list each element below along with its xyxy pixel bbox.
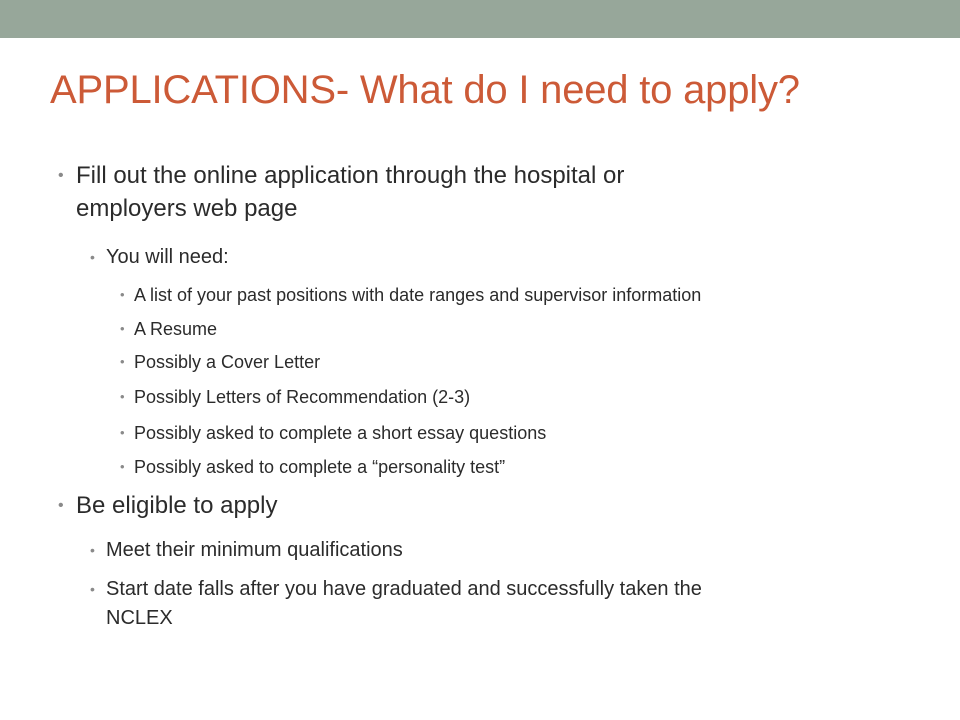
bullet-text: Be eligible to apply: [76, 492, 278, 519]
bullet-dot: •: [90, 542, 95, 558]
bullet-dot: •: [120, 459, 125, 474]
sub-bullet-minimum-qualifications: [90, 537, 403, 563]
bullet-fill-out-application-cont: [76, 193, 297, 225]
sub-bullet-start-date-cont: [106, 605, 173, 631]
list-item: [120, 350, 321, 374]
bullet-dot: •: [120, 354, 125, 369]
sub-bullet-text: You will need:: [106, 246, 229, 268]
bullet-dot: •: [58, 167, 64, 184]
bullet-dot: •: [120, 321, 125, 336]
list-item: [120, 317, 218, 341]
bullet-dot: •: [90, 249, 95, 265]
list-item-text: Possibly a Cover Letter: [134, 352, 321, 372]
list-item-text: Possibly asked to complete a “personality test”: [134, 457, 506, 477]
sub-bullet-text: Meet their minimum qualifications: [106, 539, 403, 561]
sub-bullet-you-will-need: [90, 244, 229, 270]
list-item-text: A Resume: [134, 319, 218, 339]
list-item-text: Possibly asked to complete a short essay questions: [134, 423, 547, 443]
sub-bullet-text-line-1: Start date falls after you have graduated and successfully taken the: [106, 578, 702, 600]
slide-title: APPLICATIONS- What do I need to apply?: [50, 68, 800, 112]
bullet-dot: •: [58, 497, 64, 514]
bullet-dot: •: [120, 389, 125, 404]
bullet-dot: •: [90, 581, 95, 597]
bullet-fill-out-application: [58, 160, 625, 192]
bullet-be-eligible: [58, 490, 278, 522]
sub-bullet-start-date: [90, 576, 702, 602]
list-item: [120, 455, 506, 479]
list-item: [120, 283, 702, 307]
sub-bullet-text-line-2: NCLEX: [106, 607, 173, 629]
list-item-text: A list of your past positions with date ranges and supervisor information: [134, 285, 702, 305]
bullet-dot: •: [120, 287, 125, 302]
list-item-text: Possibly Letters of Recommendation (2-3): [134, 387, 471, 407]
bullet-text-line-2: employers web page: [76, 195, 298, 222]
bullet-text-line-1: Fill out the online application through the hospital or: [76, 162, 625, 189]
bullet-dot: •: [120, 425, 125, 440]
list-item: [120, 385, 471, 409]
list-item: [120, 421, 547, 445]
